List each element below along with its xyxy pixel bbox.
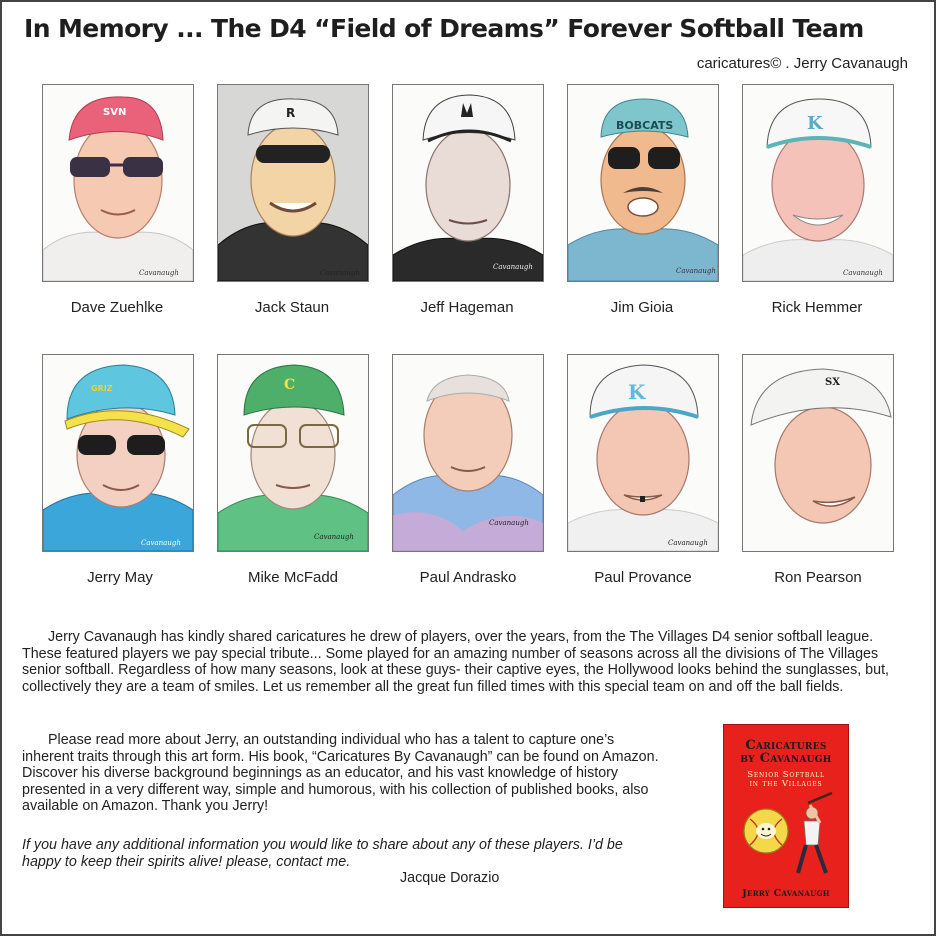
- artist-signature: Cavanaugh: [314, 533, 354, 541]
- about-jerry-paragraph: [22, 732, 662, 815]
- portrait-jack-staun: [217, 84, 369, 282]
- portrait-paul-provance: [567, 354, 719, 552]
- player-name: Jerry May: [87, 569, 153, 586]
- svg-text:K: K: [628, 380, 646, 404]
- artist-signature: Cavanaugh: [676, 267, 716, 275]
- book-title: [724, 739, 848, 765]
- portrait-mike-mcfadd: [217, 354, 369, 552]
- player-name: Paul Andrasko: [419, 569, 517, 586]
- book-subtitle-line: Senior Softball: [747, 770, 825, 780]
- player-name: Mike McFadd: [247, 569, 339, 586]
- softball-batter-illustration: [732, 791, 840, 877]
- svg-text:SVN: SVN: [103, 107, 127, 118]
- page-title: In Memory ... The D4 “Field of Dreams” Forever Softball Team: [24, 14, 864, 43]
- svg-text:C: C: [284, 377, 296, 393]
- book-title-line: Caricatures: [745, 738, 827, 753]
- portrait-jerry-may: [42, 354, 194, 552]
- portrait-ron-pearson: [742, 354, 894, 552]
- portrait-rick-hemmer: [742, 84, 894, 282]
- caricature-credit: caricatures© . Jerry Cavanaugh: [696, 55, 908, 72]
- contact-paragraph: [22, 837, 642, 870]
- tribute-text: Jerry Cavanaugh has kindly shared caricatures he drew of players, over the years, from the The Villages D4 senior softball league. These featured players we pay special tribute... Some played for an amazing number of seasons across all the divisions of The Villages senior softball. Regardless of how many seasons, look at these guys- their captive eyes, the Hollywood looks behind the sunglasses, but, collectively they are a team of smiles. Let us remember all the great fun filled times with this special team on and off the ball fields.: [22, 629, 890, 695]
- artist-signature: Cavanaugh: [141, 539, 181, 547]
- artist-signature: Cavanaugh: [139, 269, 179, 277]
- cap-text: BOBCATS: [616, 119, 674, 132]
- artist-signature: Cavanaugh: [489, 519, 529, 527]
- portrait-jeff-hageman: [392, 84, 544, 282]
- svg-text:R: R: [286, 106, 296, 120]
- author-signature: Jacque Dorazio: [400, 870, 500, 886]
- portrait-paul-andrasko: [392, 354, 544, 552]
- player-name: Jack Staun: [254, 299, 330, 316]
- book-cover: [723, 724, 849, 908]
- svg-text:SX: SX: [825, 377, 840, 388]
- contact-text: If you have any additional information you would like to share about any of these players. I’d be happy to keep their spirits alive! please, contact me.: [22, 837, 623, 870]
- artist-signature: Cavanaugh: [668, 539, 708, 547]
- portrait-dave-zuehlke: [42, 84, 194, 282]
- portrait-jim-gioia: [567, 84, 719, 282]
- book-title-line: by Cavanaugh: [740, 751, 832, 766]
- player-name: Ron Pearson: [774, 569, 862, 586]
- book-author: Jerry Cavanaugh: [742, 888, 830, 899]
- artist-signature: Cavanaugh: [493, 263, 533, 271]
- book-subtitle: [724, 771, 848, 789]
- artist-signature: Cavanaugh: [843, 269, 883, 277]
- player-name: Jeff Hageman: [420, 299, 514, 316]
- book-subtitle-line: in the Villages: [749, 779, 823, 789]
- player-name: Paul Provance: [594, 569, 692, 586]
- tribute-paragraph: [22, 629, 892, 695]
- about-jerry-text: Please read more about Jerry, an outstanding individual who has a talent to capture one’s inherent traits through this art form. His book, “Caricatures By Cavanaugh” can be found on Amazon. Discover his diverse background beginnings as an educator, and his vast knowledge of history presented in a very different way, simple and humorous, with his collection of published books, also available on Amazon. Thank you Jerry!: [22, 732, 659, 815]
- player-name: Jim Gioia: [610, 299, 674, 316]
- player-name: Rick Hemmer: [771, 299, 863, 316]
- artist-signature: Cavanaugh: [320, 269, 360, 277]
- player-name: Dave Zuehlke: [70, 299, 164, 316]
- svg-text:K: K: [807, 113, 823, 134]
- svg-text:GRIZ: GRIZ: [91, 384, 113, 393]
